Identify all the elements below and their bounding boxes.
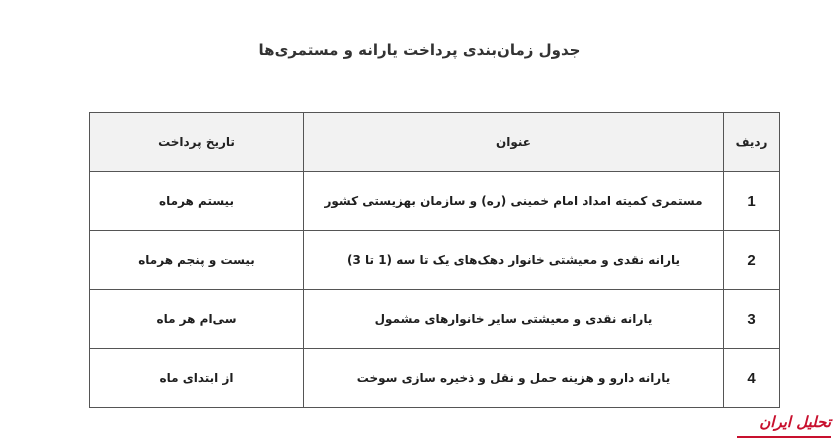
- header-payment-date: تاریخ پرداخت: [90, 113, 304, 172]
- page-title: جدول زمان‌بندی پرداخت یارانه و مستمری‌ها: [258, 41, 581, 59]
- header-subject: عنوان: [304, 113, 724, 172]
- payment-schedule-table: [89, 112, 780, 408]
- row-payment-date: سی‌ام هر ماه: [90, 290, 304, 349]
- watermark-underline: [737, 436, 831, 438]
- table-row: [90, 172, 780, 231]
- row-subject: مستمری کمیته امداد امام خمینی (ره) و سازمان بهزیستی کشور: [304, 172, 724, 231]
- row-number: 4: [724, 349, 780, 408]
- row-number: 2: [724, 231, 780, 290]
- table-row: [90, 349, 780, 408]
- row-number: 3: [724, 290, 780, 349]
- table-row: [90, 231, 780, 290]
- header-row-number: ردیف: [724, 113, 780, 172]
- row-number: 1: [724, 172, 780, 231]
- row-payment-date: بیست و پنجم هرماه: [90, 231, 304, 290]
- table-header-row: [90, 113, 780, 172]
- watermark-text: تحلیل ایران: [759, 413, 831, 431]
- watermark-logo: [735, 412, 831, 442]
- row-payment-date: از ابتدای ماه: [90, 349, 304, 408]
- row-subject: یارانه دارو و هزینه حمل و نقل و ذخیره سازی سوخت: [304, 349, 724, 408]
- row-subject: یارانه نقدی و معیشتی خانوار دهک‌های یک تا سه (1 تا 3): [304, 231, 724, 290]
- row-subject: یارانه نقدی و معیشتی سایر خانوارهای مشمول: [304, 290, 724, 349]
- table-row: [90, 290, 780, 349]
- row-payment-date: بیستم هرماه: [90, 172, 304, 231]
